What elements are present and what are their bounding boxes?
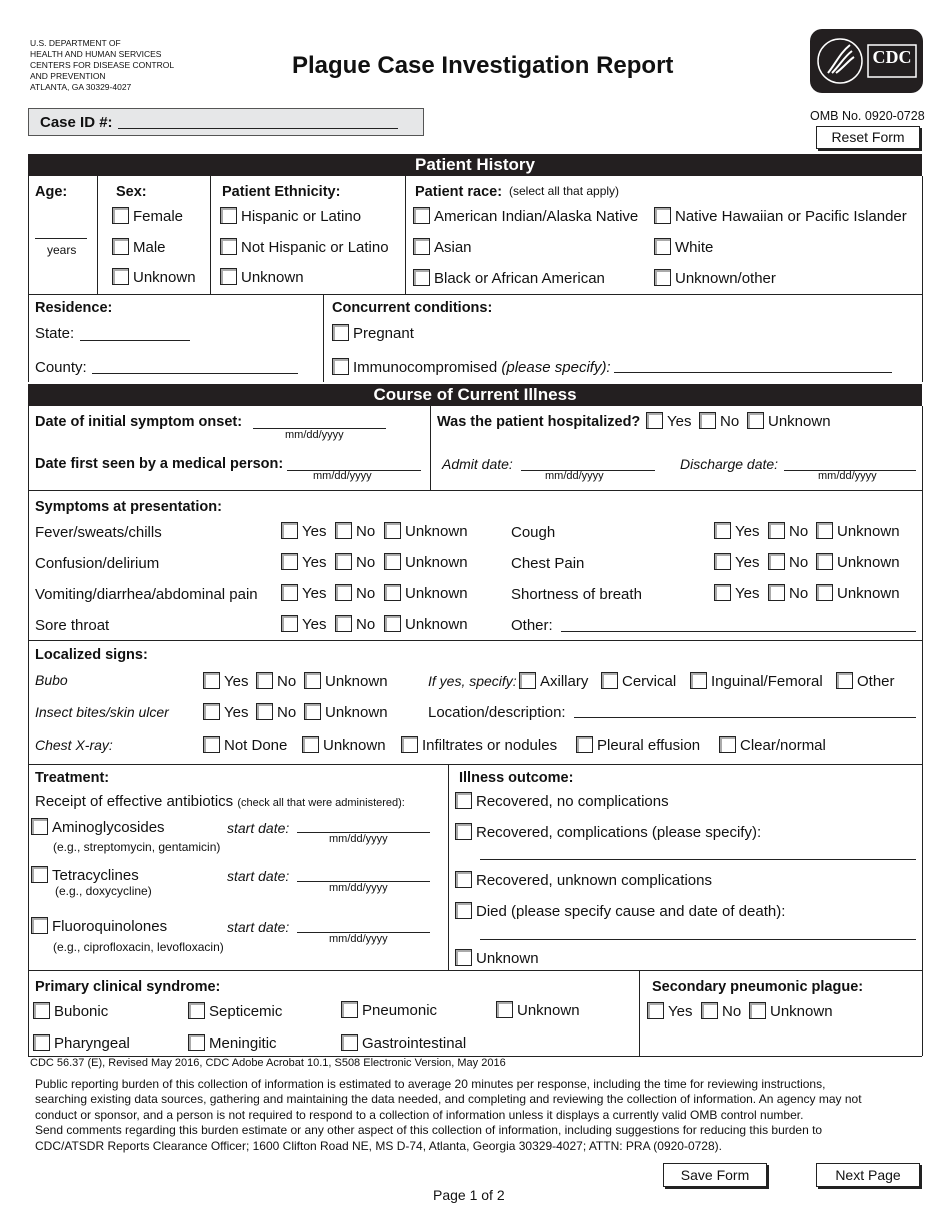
drug-fluoroquinolones[interactable]: Fluoroquinolones: [31, 917, 167, 935]
syndrome-unknown[interactable]: Unknown: [496, 1001, 580, 1019]
syndrome-pneumonic[interactable]: Pneumonic: [341, 1001, 437, 1019]
bubo-no[interactable]: No: [256, 672, 296, 690]
checkbox[interactable]: [413, 269, 430, 286]
checkbox[interactable]: [31, 818, 48, 835]
insect-no[interactable]: No: [256, 703, 296, 721]
date-hint: mm/dd/yyyy: [329, 833, 388, 845]
checkbox[interactable]: [281, 553, 298, 570]
checkbox[interactable]: [714, 584, 731, 601]
confusion-yes[interactable]: Yes: [281, 553, 326, 571]
symptom-label: Shortness of breath: [511, 586, 642, 603]
eth-not-hispanic[interactable]: Not Hispanic or Latino: [220, 238, 389, 256]
syndrome-label: Primary clinical syndrome:: [35, 979, 221, 995]
logo-text: CDC: [872, 47, 912, 67]
race-label: Patient race:: [415, 184, 503, 200]
sob-yes[interactable]: Yes: [714, 584, 759, 602]
date-hint: mm/dd/yyyy: [329, 933, 388, 945]
page-title: Plague Case Investigation Report: [292, 52, 674, 79]
syndrome-bubonic[interactable]: Bubonic: [33, 1002, 108, 1020]
cough-yes[interactable]: Yes: [714, 522, 759, 540]
cough-unknown[interactable]: Unknown: [816, 522, 900, 540]
next-page-button[interactable]: Next Page: [816, 1163, 920, 1187]
death-field[interactable]: [480, 939, 916, 940]
checkbox[interactable]: [654, 207, 671, 224]
checkbox[interactable]: [281, 522, 298, 539]
omb-number: OMB No. 0920-0728: [810, 109, 925, 123]
sob-no[interactable]: No: [768, 584, 808, 602]
checkbox[interactable]: [335, 522, 352, 539]
ethnicity-label: Patient Ethnicity:: [222, 184, 341, 200]
checkbox[interactable]: [332, 324, 349, 341]
burden-line: Send comments regarding this burden estimate or any other aspect of this collection of information, including suggestions for reducing this burden to: [35, 1123, 823, 1138]
checkbox[interactable]: [304, 703, 321, 720]
race-aian[interactable]: American Indian/Alaska Native: [413, 207, 638, 225]
eth-unknown[interactable]: Unknown: [220, 268, 304, 286]
agency-line: AND PREVENTION: [30, 71, 106, 81]
outcome-complications[interactable]: Recovered, complications (please specify):: [455, 823, 761, 841]
checkbox[interactable]: [33, 1034, 50, 1051]
burden-line: searching existing data sources, gathering and maintaining the data needed, and completing and reviewing the collection of information. An agency may not: [35, 1092, 862, 1107]
outcome-unknown[interactable]: Unknown: [455, 949, 539, 967]
cond-pregnant[interactable]: Pregnant: [332, 324, 414, 342]
checkbox[interactable]: [816, 584, 833, 601]
secondary-no[interactable]: No: [701, 1002, 741, 1020]
syndrome-gastrointestinal[interactable]: Gastrointestinal: [341, 1034, 466, 1052]
checkbox[interactable]: [749, 1002, 766, 1019]
checkbox[interactable]: [816, 522, 833, 539]
checkbox[interactable]: [188, 1002, 205, 1019]
insect-yes[interactable]: Yes: [203, 703, 248, 721]
bubo-yes[interactable]: Yes: [203, 672, 248, 690]
version-text: CDC 56.37 (E), Revised May 2016, CDC Adobe Acrobat 10.1, S508 Electronic Version, May 2016: [30, 1057, 506, 1069]
sex-label: Sex:: [116, 184, 147, 200]
chest-pain-unknown[interactable]: Unknown: [816, 553, 900, 571]
outcome-label: Illness outcome:: [459, 770, 574, 786]
cough-no[interactable]: No: [768, 522, 808, 540]
checkbox[interactable]: [413, 207, 430, 224]
admit-hint: mm/dd/yyyy: [545, 470, 604, 482]
drug-aminoglycosides[interactable]: Aminoglycosides: [31, 818, 165, 836]
chest-pain-yes[interactable]: Yes: [714, 553, 759, 571]
other-symptom-field[interactable]: [561, 631, 916, 632]
sore-throat-unknown[interactable]: Unknown: [384, 615, 468, 633]
agency-block: [30, 38, 174, 93]
insect-unknown[interactable]: Unknown: [304, 703, 388, 721]
vomiting-unknown[interactable]: Unknown: [384, 584, 468, 602]
sore-throat-no[interactable]: No: [335, 615, 375, 633]
secondary-unknown[interactable]: Unknown: [749, 1002, 833, 1020]
confusion-no[interactable]: No: [335, 553, 375, 571]
sex-female[interactable]: Female: [112, 207, 183, 225]
checkbox[interactable]: [384, 615, 401, 632]
date-hint: mm/dd/yyyy: [329, 882, 388, 894]
case-id-label: Case ID #:: [40, 114, 113, 131]
agency-line: ATLANTA, GA 30329-4027: [30, 82, 132, 92]
checkbox[interactable]: [31, 866, 48, 883]
bubo-inguinal[interactable]: Inguinal/Femoral: [690, 672, 823, 690]
checkbox[interactable]: [816, 553, 833, 570]
vomiting-no[interactable]: No: [335, 584, 375, 602]
checkbox[interactable]: [714, 553, 731, 570]
race-unknown[interactable]: Unknown/other: [654, 269, 776, 287]
fever-yes[interactable]: Yes: [281, 522, 326, 540]
checkbox[interactable]: [220, 268, 237, 285]
checkbox[interactable]: [203, 736, 220, 753]
agency-line: HEALTH AND HUMAN SERVICES: [30, 49, 162, 59]
bubo-label: Bubo: [35, 672, 68, 688]
symptoms-label: Symptoms at presentation:: [35, 499, 222, 515]
immuno-field[interactable]: [614, 372, 892, 373]
sex-male[interactable]: Male: [112, 238, 166, 256]
checkbox[interactable]: [699, 412, 716, 429]
checkbox[interactable]: [341, 1001, 358, 1018]
race-nhpi[interactable]: Native Hawaiian or Pacific Islander: [654, 207, 907, 225]
drug-example: (e.g., streptomycin, gentamicin): [53, 840, 221, 854]
page-number: Page 1 of 2: [433, 1187, 505, 1203]
localized-label: Localized signs:: [35, 647, 148, 663]
agency-line: CENTERS FOR DISEASE CONTROL: [30, 60, 175, 70]
eth-hispanic[interactable]: Hispanic or Latino: [220, 207, 361, 225]
checkbox[interactable]: [281, 584, 298, 601]
checkbox[interactable]: [455, 871, 472, 888]
start-date-label: start date:: [227, 919, 290, 935]
checkbox[interactable]: [768, 522, 785, 539]
chest-pain-no[interactable]: No: [768, 553, 808, 571]
secondary-yes[interactable]: Yes: [647, 1002, 692, 1020]
burden-statement: [35, 1077, 862, 1154]
syndrome-pharyngeal[interactable]: Pharyngeal: [33, 1034, 130, 1052]
checkbox[interactable]: [576, 736, 593, 753]
checkbox[interactable]: [455, 902, 472, 919]
hospitalized-label: Was the patient hospitalized?: [437, 414, 641, 430]
xray-label: Chest X-ray:: [35, 737, 113, 753]
checkbox[interactable]: [335, 615, 352, 632]
race-asian[interactable]: Asian: [413, 238, 472, 256]
concurrent-label: Concurrent conditions:: [332, 300, 493, 316]
cond-immuno[interactable]: Immunocompromised (please specify):: [332, 358, 611, 376]
checkbox[interactable]: [647, 1002, 664, 1019]
onset-label: Date of initial symptom onset:: [35, 414, 243, 430]
age-field[interactable]: [35, 238, 87, 239]
symptom-label: Confusion/delirium: [35, 555, 160, 572]
checkbox[interactable]: [747, 412, 764, 429]
checkbox[interactable]: [112, 268, 129, 285]
case-id-field[interactable]: [118, 128, 398, 129]
agency-line: U.S. DEPARTMENT OF: [30, 38, 121, 48]
checkbox[interactable]: [335, 584, 352, 601]
start-date-label: start date:: [227, 868, 290, 884]
checkbox[interactable]: [455, 823, 472, 840]
race-white[interactable]: White: [654, 238, 713, 256]
checkbox[interactable]: [220, 238, 237, 255]
checkbox[interactable]: [335, 553, 352, 570]
checkbox[interactable]: [719, 736, 736, 753]
first-seen-hint: mm/dd/yyyy: [313, 470, 372, 482]
checkbox[interactable]: [455, 949, 472, 966]
syndrome-meningitic[interactable]: Meningitic: [188, 1034, 277, 1052]
sex-unknown[interactable]: Unknown: [112, 268, 196, 286]
save-button[interactable]: Save Form: [663, 1163, 767, 1187]
insect-label: Insect bites/skin ulcer: [35, 704, 169, 720]
checkbox[interactable]: [33, 1002, 50, 1019]
start-date-label: start date:: [227, 820, 290, 836]
reset-button[interactable]: Reset Form: [816, 126, 920, 149]
checkbox[interactable]: [401, 736, 418, 753]
checkbox[interactable]: [455, 792, 472, 809]
xray-infiltrates[interactable]: Infiltrates or nodules: [401, 736, 557, 754]
bubo-axillary[interactable]: Axillary: [519, 672, 588, 690]
checkbox[interactable]: [601, 672, 618, 689]
complications-field[interactable]: [480, 859, 916, 860]
bubo-cervical[interactable]: Cervical: [601, 672, 676, 690]
fever-no[interactable]: No: [335, 522, 375, 540]
checkbox[interactable]: [341, 1034, 358, 1051]
section-course: Course of Current Illness: [28, 384, 922, 406]
years-label: years: [47, 243, 77, 257]
checkbox[interactable]: [112, 207, 129, 224]
checkbox[interactable]: [714, 522, 731, 539]
symptom-label: Chest Pain: [511, 555, 585, 572]
bubo-unknown[interactable]: Unknown: [304, 672, 388, 690]
secondary-label: Secondary pneumonic plague:: [652, 979, 864, 995]
checkbox[interactable]: [768, 584, 785, 601]
bubo-other[interactable]: Other: [836, 672, 895, 690]
checkbox[interactable]: [220, 207, 237, 224]
sob-unknown[interactable]: Unknown: [816, 584, 900, 602]
xray-clear[interactable]: Clear/normal: [719, 736, 826, 754]
hosp-unknown[interactable]: Unknown: [747, 412, 831, 430]
checkbox[interactable]: [203, 703, 220, 720]
syndrome-septicemic[interactable]: Septicemic: [188, 1002, 282, 1020]
receipt-label: Receipt of effective antibiotics (check all that were administered):: [35, 793, 405, 810]
checkbox[interactable]: [332, 358, 349, 375]
state-field[interactable]: [80, 340, 190, 341]
checkbox[interactable]: [281, 615, 298, 632]
burden-line: Public reporting burden of this collection of information is estimated to average 20 minutes per response, including the time for reviewing instructions,: [35, 1077, 826, 1091]
checkbox[interactable]: [302, 736, 319, 753]
checkbox[interactable]: [384, 584, 401, 601]
checkbox[interactable]: [384, 553, 401, 570]
vomiting-yes[interactable]: Yes: [281, 584, 326, 602]
burden-line: conduct or sponsor, and a person is not required to respond to a collection of information unless it displays a currently valid OMB control number.: [35, 1107, 804, 1122]
race-note: (select all that apply): [509, 184, 620, 198]
fever-unknown[interactable]: Unknown: [384, 522, 468, 540]
checkbox[interactable]: [188, 1034, 205, 1051]
hosp-no[interactable]: No: [699, 412, 739, 430]
outcome-died[interactable]: Died (please specify cause and date of death):: [455, 902, 785, 920]
first-seen-label: Date first seen by a medical person:: [35, 456, 284, 472]
symptom-label: Cough: [511, 524, 556, 541]
location-label: Location/description:: [428, 704, 566, 721]
drug-example: (e.g., ciprofloxacin, levofloxacin): [53, 940, 224, 954]
checkbox[interactable]: [654, 269, 671, 286]
admit-label: Admit date:: [442, 456, 513, 472]
xray-not-done[interactable]: Not Done: [203, 736, 287, 754]
sore-throat-yes[interactable]: Yes: [281, 615, 326, 633]
checkbox[interactable]: [31, 917, 48, 934]
checkbox[interactable]: [384, 522, 401, 539]
other-symptom-label: Other:: [511, 617, 553, 634]
discharge-label: Discharge date:: [680, 456, 779, 472]
checkbox[interactable]: [413, 238, 430, 255]
outcome-recovered[interactable]: Recovered, no complications: [455, 792, 669, 810]
checkbox[interactable]: [112, 238, 129, 255]
location-field[interactable]: [574, 717, 916, 718]
outcome-unknown-complications[interactable]: Recovered, unknown complications: [455, 871, 712, 889]
burden-line: CDC/ATSDR Reports Clearance Officer; 1600 Clifton Road NE, MS D-74, Atlanta, Georgia 30329-4027; ATTN: PRA (0920-0728).: [35, 1138, 722, 1153]
checkbox[interactable]: [256, 703, 273, 720]
checkbox[interactable]: [701, 1002, 718, 1019]
race-black[interactable]: Black or African American: [413, 269, 605, 287]
symptom-label: Sore throat: [35, 617, 110, 634]
xray-unknown[interactable]: Unknown: [302, 736, 386, 754]
state-label: State:: [35, 325, 75, 342]
hosp-yes[interactable]: Yes: [646, 412, 691, 430]
checkbox[interactable]: [256, 672, 273, 689]
symptom-label: Fever/sweats/chills: [35, 524, 162, 541]
county-field[interactable]: [92, 373, 298, 374]
checkbox[interactable]: [496, 1001, 513, 1018]
checkbox[interactable]: [690, 672, 707, 689]
checkbox[interactable]: [304, 672, 321, 689]
xray-pleural[interactable]: Pleural effusion: [576, 736, 700, 754]
county-label: County:: [35, 359, 87, 376]
cdc-logo: [810, 29, 923, 93]
checkbox[interactable]: [836, 672, 853, 689]
checkbox[interactable]: [203, 672, 220, 689]
drug-example: (e.g., doxycycline): [55, 884, 152, 898]
age-label: Age:: [35, 184, 68, 200]
if-yes-label: If yes, specify:: [428, 673, 517, 689]
checkbox[interactable]: [654, 238, 671, 255]
checkbox[interactable]: [519, 672, 536, 689]
treatment-label: Treatment:: [35, 770, 110, 786]
drug-tetracyclines[interactable]: Tetracyclines: [31, 866, 139, 884]
symptom-label: Vomiting/diarrhea/abdominal pain: [35, 586, 258, 603]
discharge-hint: mm/dd/yyyy: [818, 470, 877, 482]
residence-label: Residence:: [35, 300, 113, 316]
section-patient-history: Patient History: [28, 154, 922, 176]
confusion-unknown[interactable]: Unknown: [384, 553, 468, 571]
onset-hint: mm/dd/yyyy: [285, 429, 344, 441]
checkbox[interactable]: [768, 553, 785, 570]
checkbox[interactable]: [646, 412, 663, 429]
